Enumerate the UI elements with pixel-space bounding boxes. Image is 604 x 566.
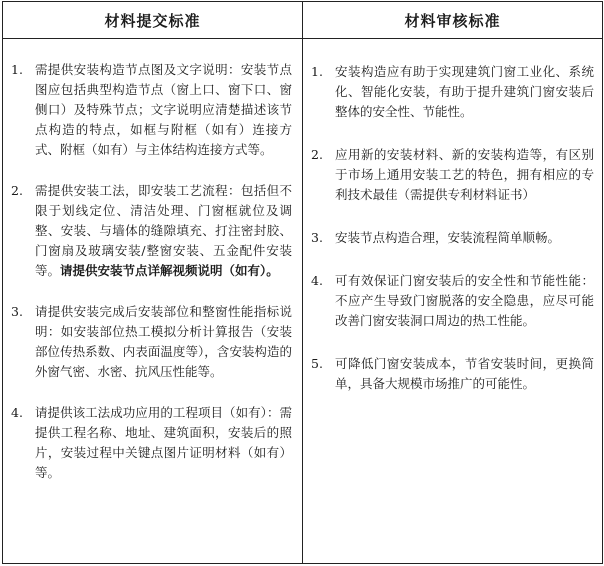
item-number: 2. [11, 183, 23, 198]
review-item [311, 354, 594, 394]
review-item [311, 62, 594, 122]
item-number: 1. [11, 62, 23, 77]
item-text: 请提供安装完成后安装部位和整窗性能指标说明：如安装部位热工模拟分析计算报告（安装部位传热系数、内表面温度等），含安装构造的外窗气密、水密、抗风压性能等。 [35, 304, 292, 379]
item-number: 5. [311, 356, 323, 371]
submission-cell [3, 39, 303, 564]
item-bold-note: 请提供安装节点详解视频说明（如有）。 [60, 263, 279, 278]
item-text: 请提供该工法成功应用的工程项目（如有）：需提供工程名称、地址、建筑面积，安装后的照片，安装过程中关键点图片证明材料（如有）等。 [35, 405, 292, 480]
submission-item [11, 302, 292, 382]
submission-item [11, 181, 292, 281]
header-submission-standard: 材料提交标准 [3, 2, 303, 39]
item-text: 安装节点构造合理，安装流程简单顺畅。 [335, 230, 561, 245]
header-review-standard: 材料审核标准 [303, 2, 603, 39]
item-text: 需提供安装构造节点图及文字说明：安装节点图应包括典型构造节点（窗上口、窗下口、窗侧口）及特殊节点；文字说明应清楚描述该节点构造的特点，如框与附框（如有）连接方式、附框（如有）与主体结构连接方式等。 [35, 62, 292, 157]
review-item [311, 228, 594, 248]
content-row [3, 39, 603, 564]
review-cell [303, 39, 603, 564]
submission-item [11, 403, 292, 483]
item-number: 4. [311, 273, 323, 288]
item-text: 应用新的安装材料、新的安装构造等，有区别于市场上通用安装工艺的特色，拥有相应的专利技术最佳（需提供专利材料证书） [335, 147, 594, 202]
item-number: 4. [11, 405, 23, 420]
standards-table [2, 1, 603, 564]
item-number: 3. [311, 230, 323, 245]
item-text: 可降低门窗安装成本，节省安装时间，更换简单，具备大规模市场推广的可能性。 [335, 356, 594, 391]
item-number: 3. [11, 304, 23, 319]
review-item [311, 271, 594, 331]
item-number: 1. [311, 64, 323, 79]
item-text: 安装构造应有助于实现建筑门窗工业化、系统化、智能化安装，有助于提升建筑门窗安装后整体的安全性、节能性。 [335, 64, 594, 119]
submission-item [11, 60, 292, 160]
item-text: 需提供安装工法，即安装工艺流程：包括但不限于划线定位、清洁处理、门窗框就位及调整、安装、与墙体的缝隙填充、打注密封胶、门窗扇及玻璃安装/整窗安装、五金配件安装等。 [35, 183, 292, 278]
item-number: 2. [311, 147, 323, 162]
item-text: 可有效保证门窗安装后的安全性和节能性能：不应产生导致门窗脱落的安全隐患，应尽可能改善门窗安装洞口周边的热工性能。 [335, 273, 594, 328]
header-row [3, 2, 603, 39]
review-item [311, 145, 594, 205]
